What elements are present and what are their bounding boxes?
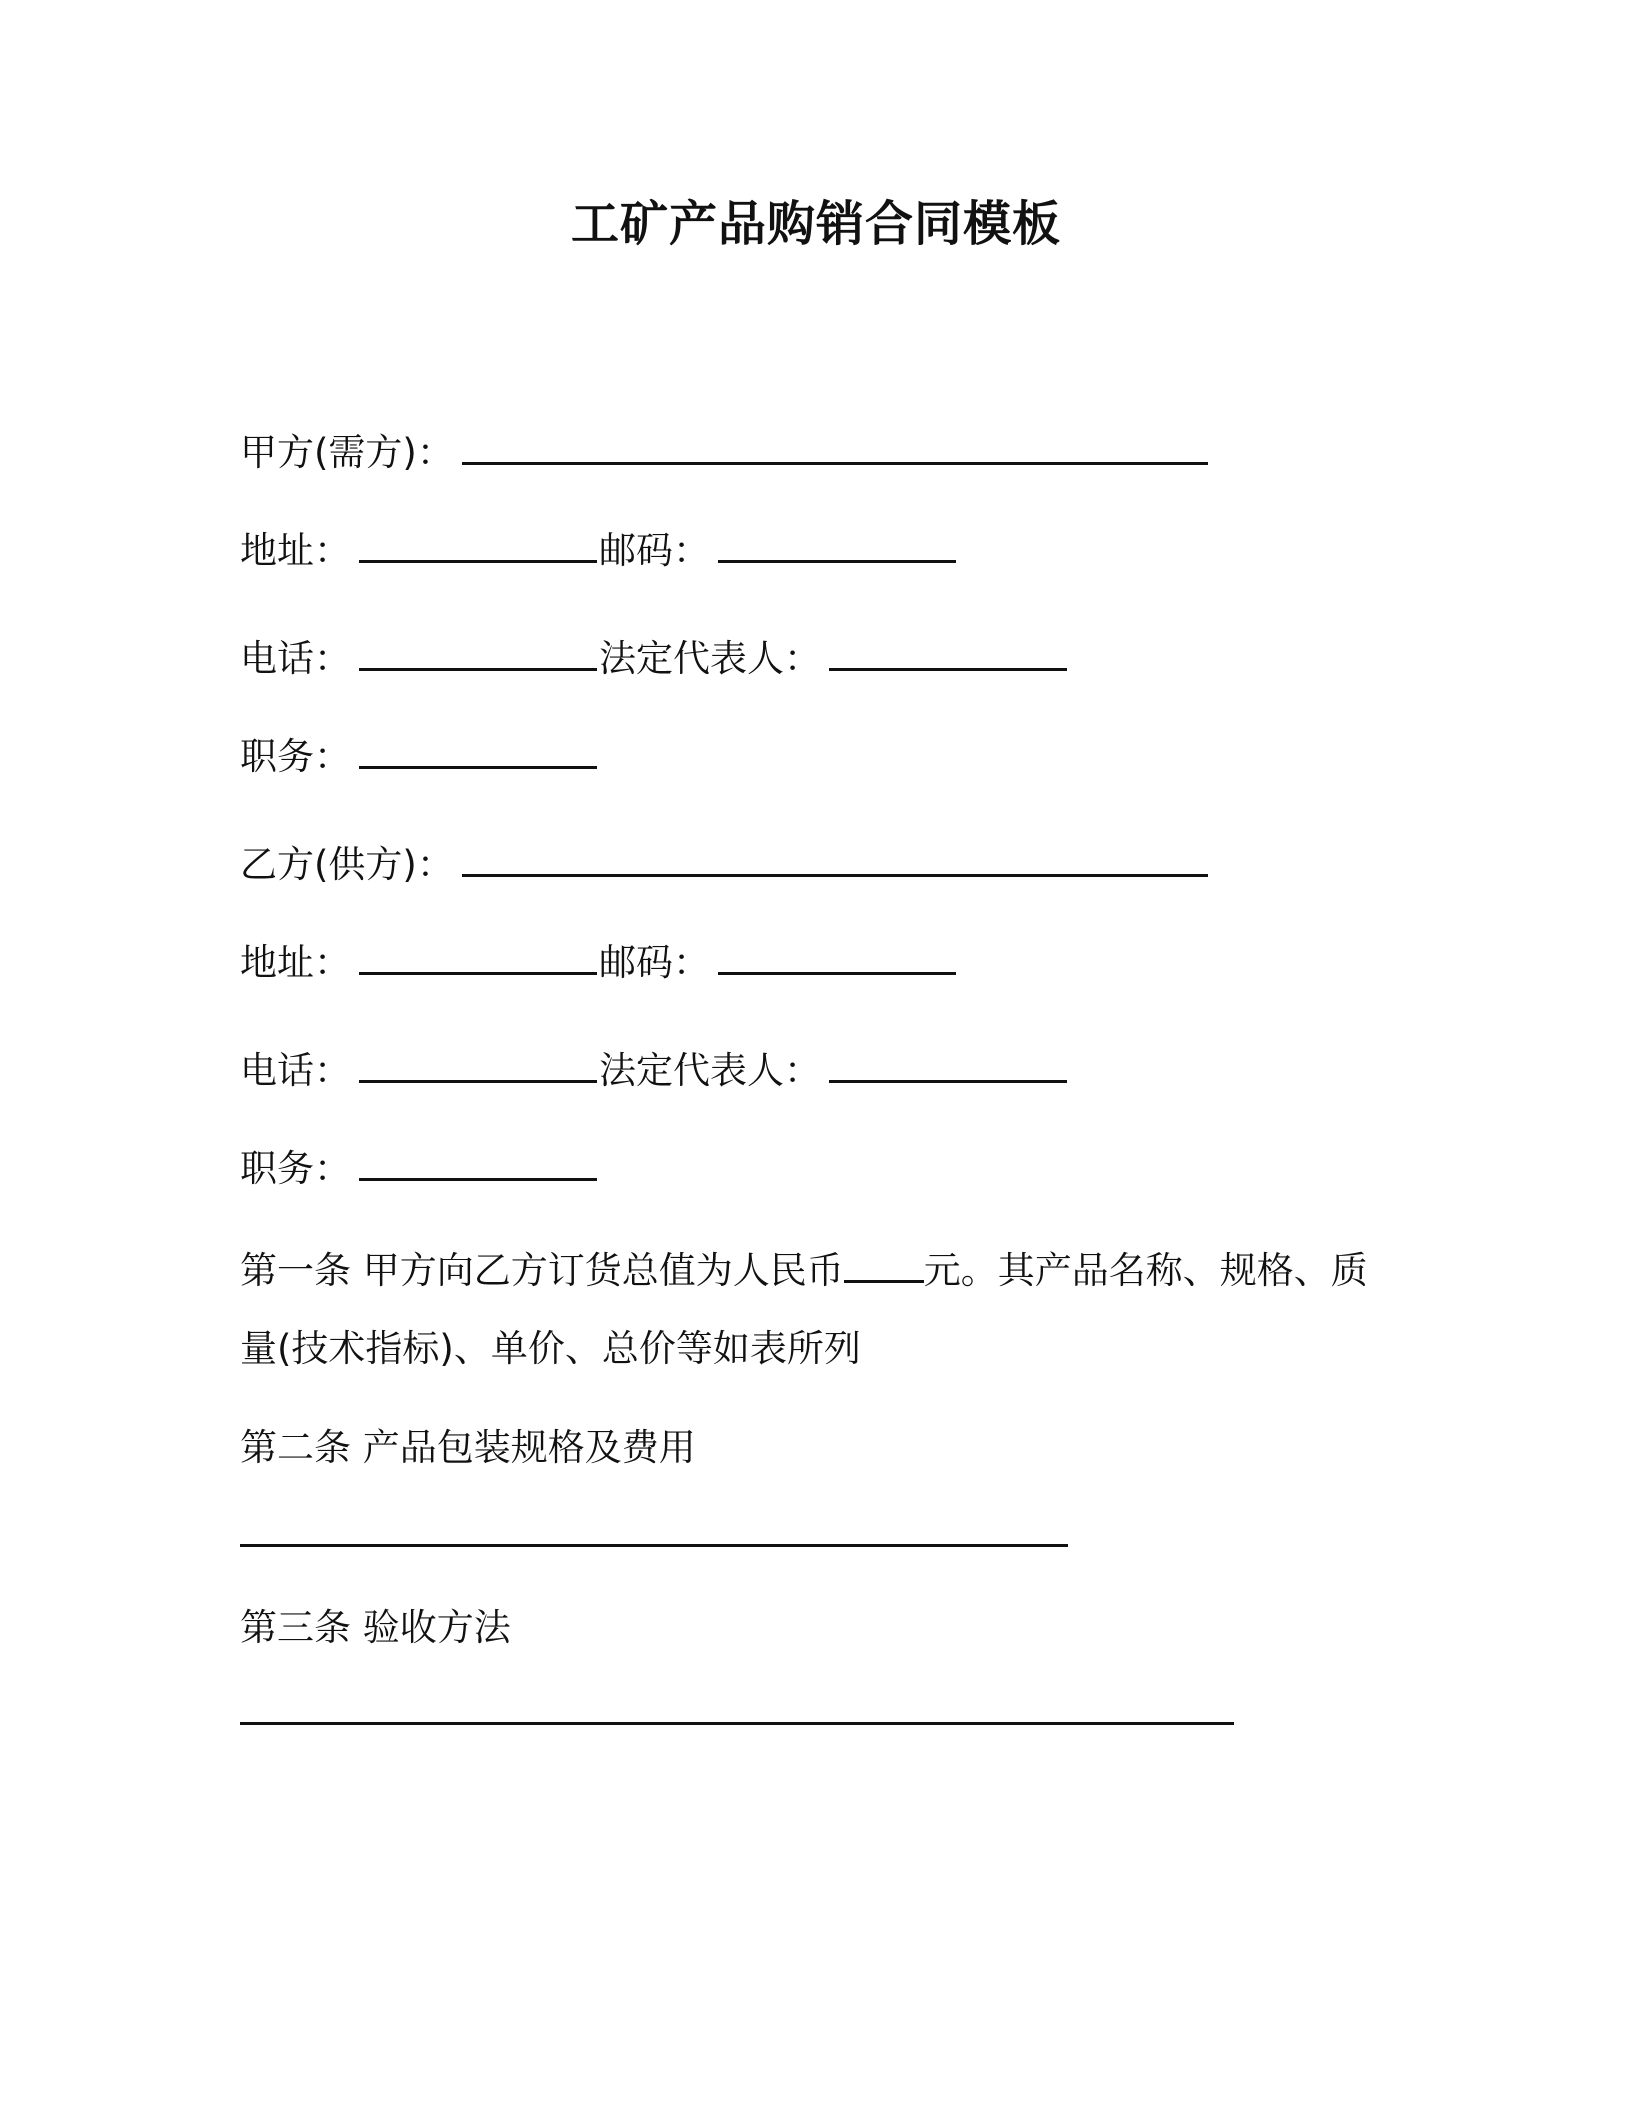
party-b-phone-blank[interactable]: [359, 1042, 597, 1083]
party-a-phone-row: [240, 630, 1067, 685]
article-2-heading: 第二条 产品包装规格及费用: [240, 1426, 696, 1469]
party-b-name-row: [240, 836, 1208, 891]
article-3-heading: 第三条 验收方法: [240, 1606, 511, 1649]
party-b-name-label: 乙方(供方)：: [240, 843, 454, 886]
party-b-position-row: [240, 1140, 597, 1195]
party-a-phone-label: 电话：: [240, 637, 351, 680]
article-1-text-before: 第一条 甲方向乙方订货总值为人民币: [240, 1249, 844, 1292]
party-a-position-label: 职务：: [240, 735, 351, 778]
party-b-address-blank[interactable]: [359, 934, 597, 975]
party-a-position-row: [240, 728, 597, 783]
article-1-text-after: 元。其产品名称、规格、质量(技术指标)、单价、总价等如表所列: [240, 1249, 1368, 1370]
party-a-postcode-blank[interactable]: [718, 522, 956, 563]
party-a-address-row: [240, 522, 956, 577]
party-b-phone-row: [240, 1042, 1067, 1097]
article-1-paragraph: [240, 1232, 1390, 1388]
party-b-postcode-label: 邮码：: [599, 941, 710, 984]
article-1-amount-blank[interactable]: [844, 1242, 924, 1283]
party-a-address-label: 地址：: [240, 529, 351, 572]
party-a-name-label: 甲方(需方)：: [240, 431, 454, 474]
party-a-position-blank[interactable]: [359, 728, 597, 769]
article-3-fill-line[interactable]: [240, 1722, 1234, 1725]
document-title: 工矿产品购销合同模板: [570, 196, 1061, 252]
party-a-phone-blank[interactable]: [359, 630, 597, 671]
party-b-legal-rep-blank[interactable]: [829, 1042, 1067, 1083]
party-b-postcode-blank[interactable]: [718, 934, 956, 975]
party-a-postcode-label: 邮码：: [599, 529, 710, 572]
article-2-fill-line[interactable]: [240, 1544, 1068, 1547]
party-a-legal-rep-blank[interactable]: [829, 630, 1067, 671]
party-b-address-row: [240, 934, 956, 989]
party-b-position-blank[interactable]: [359, 1140, 597, 1181]
party-b-position-label: 职务：: [240, 1147, 351, 1190]
party-a-name-row: [240, 424, 1208, 479]
party-a-name-blank[interactable]: [462, 424, 1208, 465]
party-b-name-blank[interactable]: [462, 836, 1208, 877]
party-b-legal-rep-label: 法定代表人：: [599, 1049, 821, 1092]
party-b-phone-label: 电话：: [240, 1049, 351, 1092]
party-a-address-blank[interactable]: [359, 522, 597, 563]
party-a-legal-rep-label: 法定代表人：: [599, 637, 821, 680]
party-b-address-label: 地址：: [240, 941, 351, 984]
